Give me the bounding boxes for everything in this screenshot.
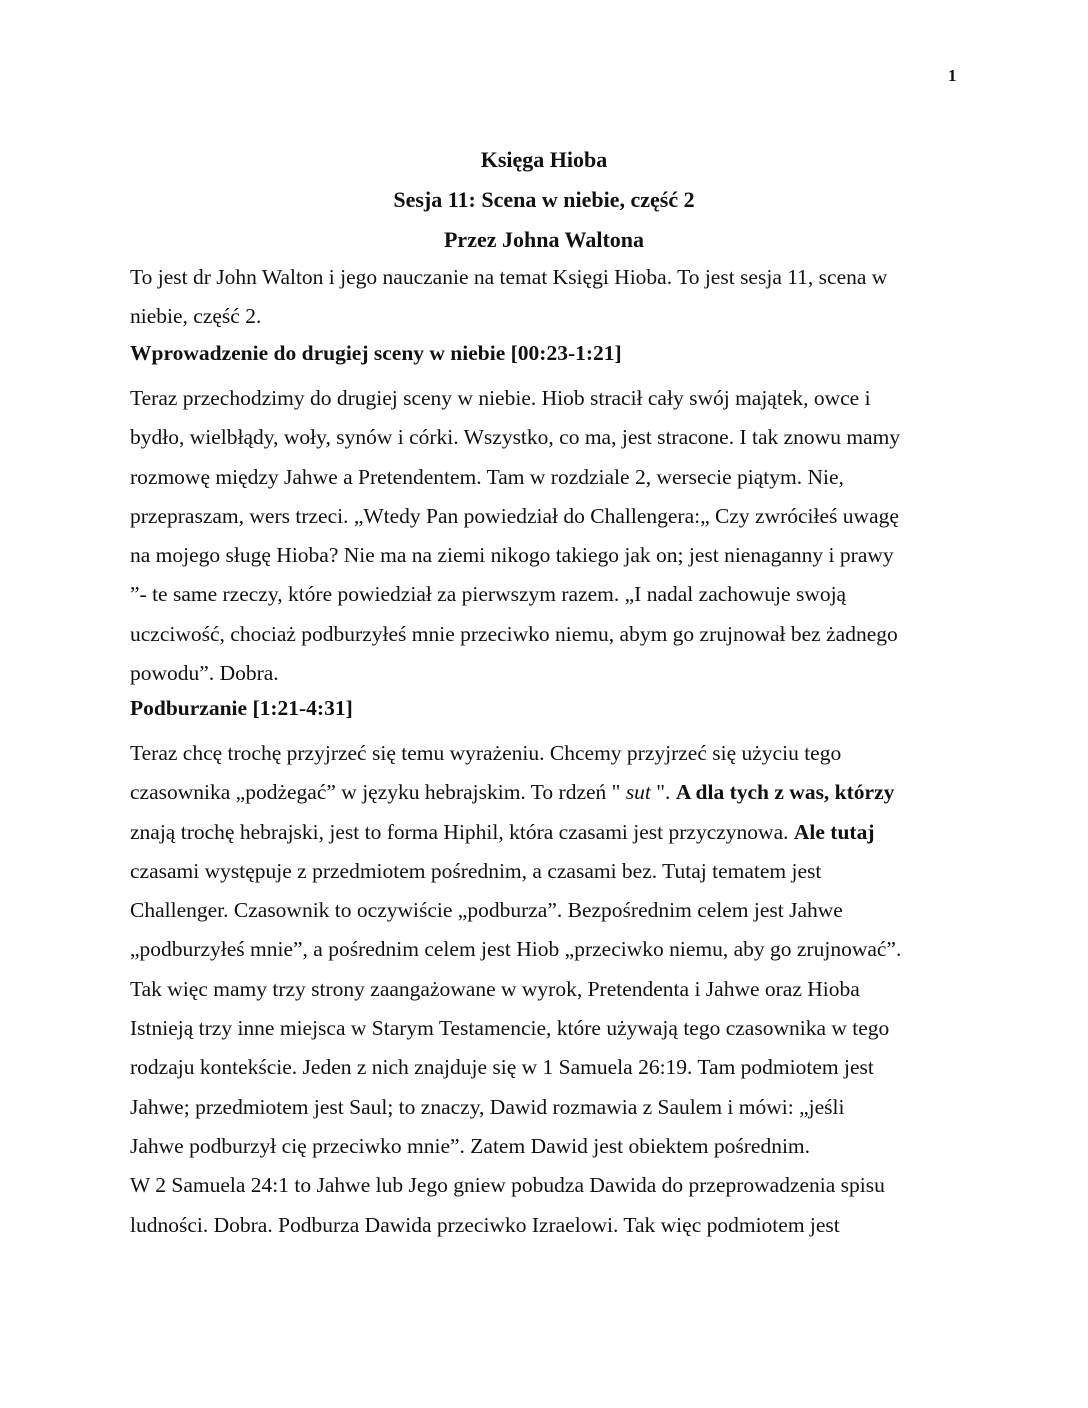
paragraph-line: Teraz przechodzimy do drugiej sceny w niebie. Hiob stracił cały swój majątek, owce i <box>130 386 871 410</box>
paragraph-line: Teraz chcę trochę przyjrzeć się temu wyrażeniu. Chcemy przyjrzeć się użyciu tego <box>130 741 842 765</box>
document-author: Przez Johna Waltona <box>443 227 645 252</box>
paragraph-line-mixed <box>130 813 970 852</box>
paragraph-line: ”- te same rzeczy, które powiedział za pierwszym razem. „I nadal zachowuje swoją <box>130 582 847 607</box>
paragraph-line: Challenger. Czasownik to oczywiście „podburza”. Bezpośrednim celem jest Jahwe <box>130 898 843 923</box>
document-title: Księga Hioba <box>480 147 608 172</box>
paragraph-line: Jahwe; przedmiotem jest Saul; to znaczy, Dawid rozmawia z Saulem i mówi: „jeśli <box>130 1094 845 1119</box>
text-run: znają trochę hebrajski, jest to forma Hiphil, która czasami jest przyczynowa. <box>130 819 794 844</box>
paragraph-line: rodzaju kontekście. Jeden z nich znajduje się w 1 Samuela 26:19. Tam podmiotem jest <box>130 1055 874 1080</box>
paragraph-line: powodu”. Dobra. <box>130 661 279 686</box>
paragraph-line-mixed <box>130 773 970 812</box>
section-heading-intro: Wprowadzenie do drugiej sceny w niebie [00:23-1:21] <box>130 341 622 365</box>
section-heading-incitement: Podburzanie [1:21-4:31] <box>130 696 353 720</box>
paragraph-line: W 2 Samuela 24:1 to Jahwe lub Jego gniew pobudza Dawida do przeprowadzenia spisu <box>130 1173 885 1198</box>
paragraph-line: uczciwość, chociaż podburzyłeś mnie przeciwko niemu, abym go zrujnował bez żadnego <box>130 621 898 646</box>
text-run: ". <box>650 780 676 805</box>
document-subtitle: Sesja 11: Scena w niebie, część 2 <box>393 187 695 212</box>
paragraph-line: Jahwe podburzył cię przeciwko mnie”. Zatem Dawid jest obiektem pośrednim. <box>130 1133 811 1158</box>
page-number: 1 <box>948 66 957 85</box>
paragraph-line: Tak więc mamy trzy strony zaangażowane w wyrok, Pretendenta i Jahwe oraz Hioba <box>130 976 860 1001</box>
intro-paragraph <box>130 258 970 337</box>
paragraph-line: rozmowę między Jahwe a Pretendentem. Tam w rozdziale 2, wersecie piątym. Nie, <box>130 464 844 489</box>
intro-line: niebie, część 2. <box>130 304 262 329</box>
section2-paragraph <box>130 734 970 1245</box>
paragraph-line: ludności. Dobra. Podburza Dawida przeciwko Izraelowi. Tak więc podmiotem jest <box>130 1212 840 1237</box>
intro-line: To jest dr John Walton i jego nauczanie na temat Księgi Hioba. To jest sesja 11, scena w <box>130 265 888 289</box>
paragraph-line: na mojego sługę Hioba? Nie ma na ziemi nikogo takiego jak on; jest nienaganny i prawy <box>130 543 894 568</box>
paragraph-line: czasami występuje z przedmiotem pośrednim, a czasami bez. Tutaj tematem jest <box>130 858 822 883</box>
paragraph-line: przepraszam, wers trzeci. „Wtedy Pan powiedział do Challengera:„ Czy zwróciłeś uwagę <box>130 503 899 528</box>
hebrew-root-term: sut <box>625 780 651 805</box>
paragraph-line: „podburzyłeś mnie”, a pośrednim celem jest Hiob „przeciwko niemu, aby go zrujnować”. <box>130 937 902 962</box>
paragraph-line: bydło, wielbłądy, woły, synów i córki. Wszystko, co ma, jest stracone. I tak znowu mamy <box>130 425 901 450</box>
paragraph-line: Istnieją trzy inne miejsca w Starym Testamencie, które używają tego czasownika w tego <box>130 1016 890 1041</box>
bold-text-run: Ale tutaj <box>793 819 875 844</box>
text-run: czasownika „podżegać” w języku hebrajskim. To rdzeń " <box>130 780 626 805</box>
bold-text-run: A dla tych z was, którzy <box>675 780 895 805</box>
section1-paragraph <box>130 379 970 693</box>
